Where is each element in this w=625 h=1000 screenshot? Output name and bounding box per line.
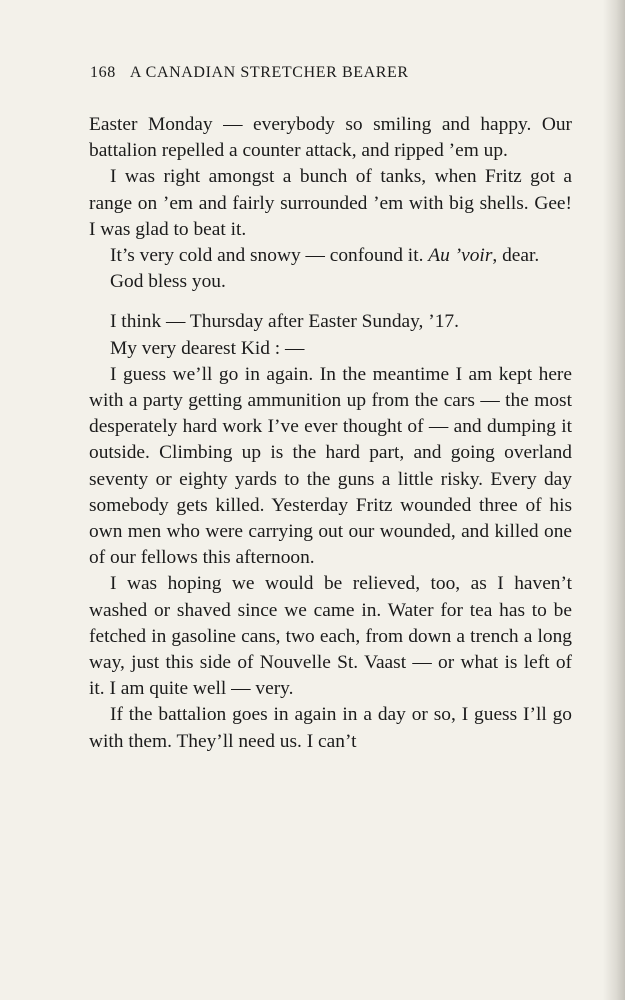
paragraph	[89, 243, 572, 269]
section-gap	[89, 295, 572, 309]
page-edge-shadow	[603, 0, 625, 1000]
paragraph: Easter Monday — everybody so smiling and happy. Our battalion repelled a counter attack, and ripped ’em up.	[89, 114, 572, 162]
running-title: A CANADIAN STRETCHER BEARER	[129, 64, 409, 81]
letter-salutation: My very dearest Kid : —	[110, 337, 305, 359]
body-text	[89, 112, 572, 755]
paragraph: God bless you.	[110, 271, 226, 293]
paragraph: I was right amongst a bunch of tanks, when Fritz got a range on ’em and fairly surrounded ’em with big shells. Gee! I was glad to beat it.	[89, 166, 572, 240]
italic-phrase: Au ’voir	[428, 245, 493, 267]
paragraph: If the battalion goes in again in a day or so, I guess I’ll go with them. They’ll need us. I can’t	[89, 704, 572, 752]
page-number: 168	[90, 64, 116, 81]
letter-dateline: I think — Thursday after Easter Sunday, ’17.	[110, 311, 459, 333]
paragraph-text: It’s very cold and snowy — confound it.	[110, 245, 429, 267]
paragraph: I was hoping we would be relieved, too, as I haven’t washed or shaved since we came in. Water for tea has to be fetched in gasoline cans, two each, from down a trench a long way, just this side of Nouvelle St. Vaast — or what is left of it. I am quite well — very.	[89, 573, 572, 700]
running-head	[90, 64, 560, 82]
paragraph: I guess we’ll go in again. In the meantime I am kept here with a party getting ammunition up from the cars — the most desperately hard work I’ve ever thought of — and dumping it outside. Climbing up is the hard part, and going overland seventy or eighty yards to the guns a little risky. Every day somebody gets killed. Yesterday Fritz wounded three of his own men who were carrying out our wounded, and killed one of our fellows this afternoon.	[89, 363, 572, 569]
paragraph-text: , dear.	[492, 245, 540, 267]
